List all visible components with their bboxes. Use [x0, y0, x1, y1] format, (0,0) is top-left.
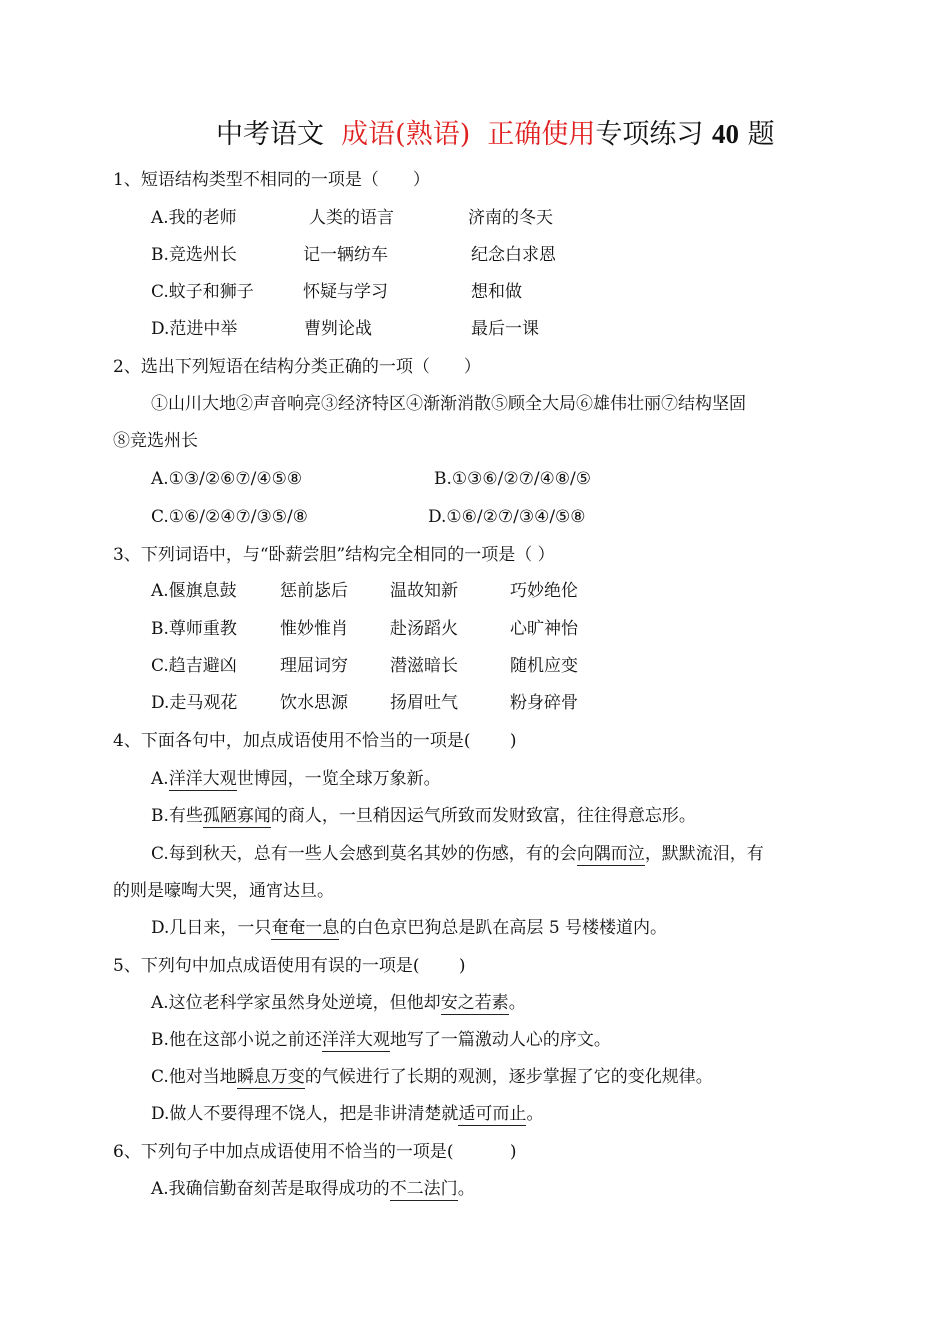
- underlined-idiom: 不二法门: [389, 1179, 458, 1199]
- option-cell: A.我的老师: [151, 208, 237, 228]
- option-cell: 潜滋暗长: [390, 656, 458, 676]
- question-5-option-a: [151, 992, 526, 1014]
- question-6-option-a: [151, 1178, 475, 1200]
- option-text: 。: [526, 1104, 544, 1124]
- question-4-option-b: [151, 805, 696, 827]
- question-3-option-a: [151, 580, 851, 602]
- option-text: 地写了一篇激动人心的序文。: [389, 1030, 611, 1050]
- option-text: 。: [457, 1179, 475, 1199]
- title-text: 题: [747, 119, 775, 150]
- option-cell: 饮水思源: [280, 693, 348, 713]
- option-text: C.他对当地: [151, 1067, 237, 1087]
- option-text: A.: [151, 769, 169, 789]
- option-cell: 纪念白求恩: [471, 245, 556, 265]
- page-title: [216, 112, 775, 151]
- option-text: 的商人，一旦稍因运气所致而发财致富，往往得意忘形。: [270, 806, 696, 826]
- option-text: 的白色京巴狗总是趴在高层 5 号楼楼道内。: [339, 918, 668, 938]
- underlined-idiom: 安之若素: [440, 993, 509, 1013]
- option-cell: 赴汤蹈火: [390, 619, 458, 639]
- option-text: 。: [508, 993, 526, 1013]
- question-2-option-b: B.①③⑥/②⑦/④⑧/⑤: [434, 469, 592, 489]
- underlined-idiom: 奄奄一息: [271, 918, 340, 938]
- option-cell: 理屈词穷: [280, 656, 348, 676]
- option-cell: D.走马观花: [151, 693, 238, 713]
- question-1-stem: 1、短语结构类型不相同的一项是（ ）: [113, 170, 430, 190]
- option-cell: 怀疑与学习: [303, 282, 388, 302]
- underlined-idiom: 洋洋大观: [321, 1030, 390, 1050]
- question-2-list-cont: ⑧竞选州长: [113, 431, 198, 451]
- option-cell: B.尊师重教: [151, 619, 237, 639]
- title-number: 40: [712, 119, 740, 149]
- question-6-stem: 6、下列句子中加点成语使用不恰当的一项是( ): [113, 1142, 517, 1162]
- option-cell: C.蚊子和狮子: [151, 282, 254, 302]
- option-cell: 曹刿论战: [304, 319, 372, 339]
- option-cell: D.范进中举: [151, 319, 238, 339]
- option-text: ，默默流泪，有: [644, 844, 764, 864]
- question-2-stem: 2、选出下列短语在结构分类正确的一项（ ）: [113, 357, 481, 377]
- option-cell: 随机应变: [510, 656, 578, 676]
- option-cell: 巧妙绝伦: [510, 581, 578, 601]
- question-1-option-b: [151, 244, 851, 266]
- title-text: 中考语文: [216, 119, 324, 150]
- option-cell: C.趋吉避凶: [151, 656, 237, 676]
- question-5-option-b: [151, 1029, 611, 1051]
- option-cell: A.偃旗息鼓: [151, 581, 237, 601]
- option-cell: 惩前毖后: [280, 581, 348, 601]
- option-cell: 扬眉吐气: [390, 693, 458, 713]
- question-3-option-c: [151, 655, 851, 677]
- question-3-option-d: [151, 692, 851, 714]
- option-text: 世博园，一览全球万象新。: [236, 769, 441, 789]
- option-cell: B.竞选州长: [151, 245, 237, 265]
- question-3-option-b: [151, 618, 851, 640]
- option-text: B.有些: [151, 806, 203, 826]
- question-4-option-c-cont: 的则是嚎啕大哭，通宵达旦。: [113, 881, 334, 901]
- option-text: D.做人不要得理不饶人，把是非讲清楚就: [151, 1104, 459, 1124]
- question-2-option-a: A.①③/②⑥⑦/④⑤⑧: [151, 469, 303, 489]
- option-cell: 温故知新: [390, 581, 458, 601]
- option-cell: 济南的冬天: [468, 208, 553, 228]
- option-cell: 想和做: [471, 282, 522, 302]
- option-cell: 惟妙惟肖: [280, 619, 348, 639]
- underlined-idiom: 适可而止: [458, 1104, 527, 1124]
- option-text: A.我确信勤奋刻苦是取得成功的: [151, 1179, 390, 1199]
- question-5-option-d: [151, 1103, 543, 1125]
- option-text: D.几日来，一只: [151, 918, 272, 938]
- question-4-stem: 4、下面各句中，加点成语使用不恰当的一项是( ): [113, 731, 517, 751]
- option-text: C.每到秋天，总有一些人会感到莫名其妙的伤感，有的会: [151, 844, 577, 864]
- underlined-idiom: 瞬息万变: [236, 1067, 305, 1087]
- question-5-stem: 5、下列句中加点成语使用有误的一项是( ): [113, 956, 466, 976]
- question-5-option-c: [151, 1066, 713, 1088]
- underlined-idiom: 向隅而泣: [576, 844, 645, 864]
- underlined-idiom: 洋洋大观: [168, 769, 237, 789]
- question-1-option-d: [151, 318, 851, 340]
- question-4-option-d: [151, 917, 667, 939]
- question-2-option-c: C.①⑥/②④⑦/③⑤/⑧: [151, 507, 308, 527]
- question-4-option-c: [151, 843, 764, 865]
- underlined-idiom: 孤陋寡闻: [202, 806, 271, 826]
- option-cell: 心旷神怡: [510, 619, 578, 639]
- title-highlight: 成语(熟语): [341, 119, 471, 150]
- option-cell: 最后一课: [471, 319, 539, 339]
- option-cell: 记一辆纺车: [303, 245, 388, 265]
- option-cell: 人类的语言: [309, 208, 394, 228]
- option-text: B.他在这部小说之前还: [151, 1030, 322, 1050]
- question-1-option-a: [151, 207, 851, 229]
- question-2-list: ①山川大地②声音响亮③经济特区④渐渐消散⑤顾全大局⑥雄伟壮丽⑦结构坚固: [151, 394, 746, 414]
- question-3-stem: 3、下列词语中，与“卧薪尝胆”结构完全相同的一项是（ ）: [113, 545, 555, 565]
- question-2-option-d: D.①⑥/②⑦/③④/⑤⑧: [428, 507, 586, 527]
- question-4-option-a: [151, 768, 441, 790]
- option-cell: 粉身碎骨: [510, 693, 578, 713]
- question-1-option-c: [151, 281, 851, 303]
- title-text: 专项练习: [595, 119, 704, 150]
- option-text: A.这位老科学家虽然身处逆境，但他却: [151, 993, 441, 1013]
- title-highlight: 正确使用: [487, 119, 596, 150]
- option-text: 的气候进行了长期的观测，逐步掌握了它的变化规律。: [304, 1067, 713, 1087]
